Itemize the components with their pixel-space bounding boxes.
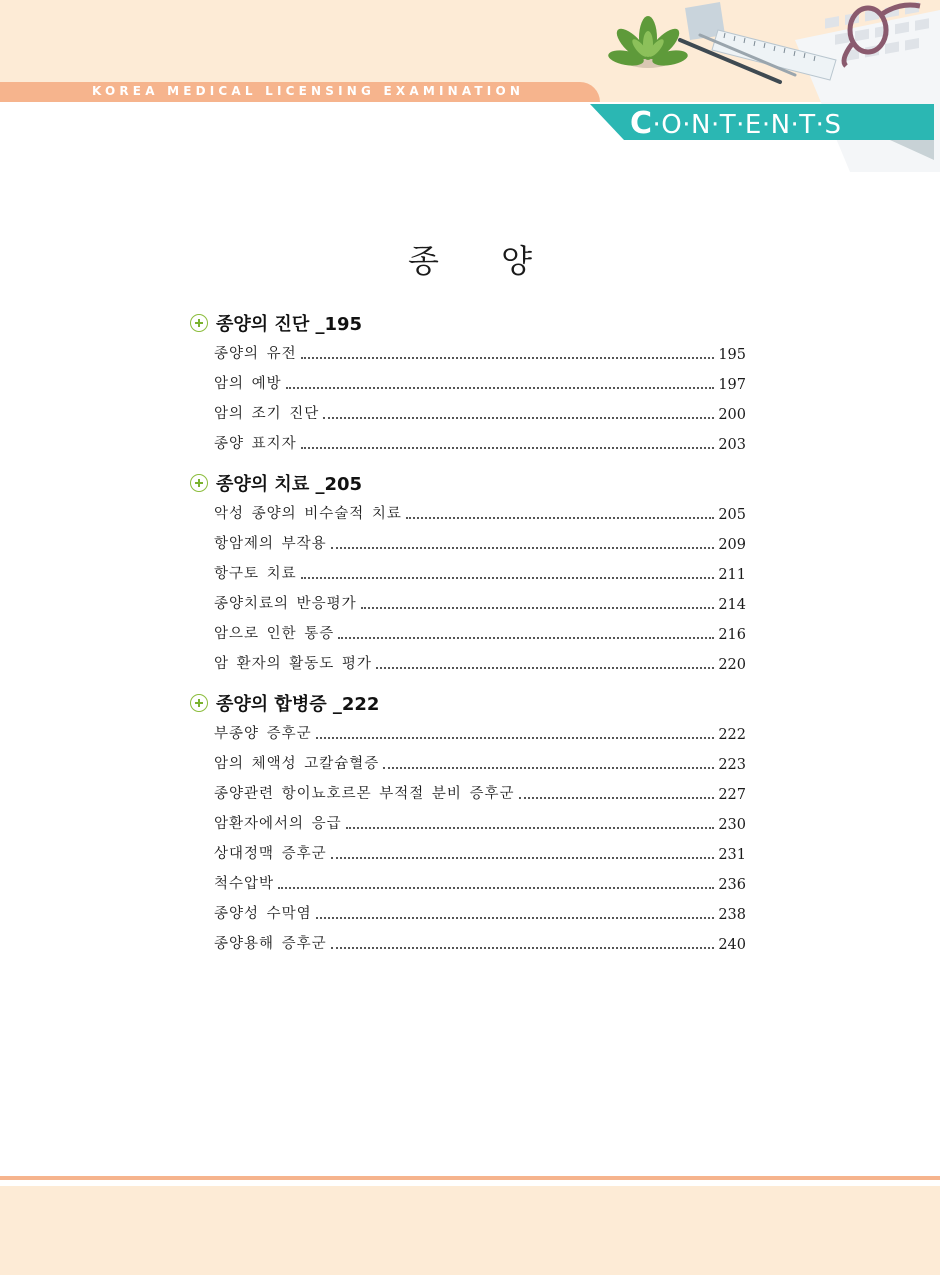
toc-entry-label: 상대정맥 증후군 xyxy=(214,846,327,862)
toc-entry[interactable] xyxy=(190,498,746,528)
dot-leader xyxy=(383,767,714,769)
dot-leader xyxy=(301,357,715,359)
toc-entry[interactable] xyxy=(190,368,746,398)
toc-entry[interactable] xyxy=(190,838,746,868)
toc-entry[interactable] xyxy=(190,718,746,748)
section-heading[interactable] xyxy=(190,468,746,498)
toc-entry-page: 203 xyxy=(718,437,746,453)
footer-background xyxy=(0,1186,940,1275)
toc-entry[interactable] xyxy=(190,928,746,958)
toc-entry-label: 종양성 수막염 xyxy=(214,906,312,922)
toc-entry[interactable] xyxy=(190,618,746,648)
dot-leader xyxy=(301,447,715,449)
toc-entry[interactable] xyxy=(190,748,746,778)
toc-entry-page: 240 xyxy=(718,937,746,953)
dot-leader xyxy=(331,857,715,859)
dot-leader xyxy=(278,887,714,889)
toc-entry-page: 231 xyxy=(718,847,746,863)
toc-section xyxy=(190,468,746,678)
dot-leader xyxy=(519,797,715,799)
toc-entry[interactable] xyxy=(190,778,746,808)
plus-circle-icon xyxy=(190,314,208,332)
toc-entry-label: 종양 표지자 xyxy=(214,436,297,452)
toc-entry-page: 197 xyxy=(718,377,746,393)
dot-leader xyxy=(338,637,714,639)
toc-entry-label: 암환자에서의 응급 xyxy=(214,816,342,832)
page-title: 종 양 xyxy=(408,242,558,280)
section-heading[interactable] xyxy=(190,308,746,338)
toc-entry[interactable] xyxy=(190,528,746,558)
desk-illustration xyxy=(590,0,940,172)
plus-circle-icon xyxy=(190,474,208,492)
toc-entry-label: 부종양 증후군 xyxy=(214,726,312,742)
toc-entry-label: 암의 조기 진단 xyxy=(214,406,320,422)
dot-leader xyxy=(376,667,714,669)
toc-entry-label: 암으로 인한 통증 xyxy=(214,626,335,642)
toc-entry[interactable] xyxy=(190,428,746,458)
toc-entry-label: 종양의 유전 xyxy=(214,346,297,362)
section-heading[interactable] xyxy=(190,688,746,718)
toc-entry-page: 220 xyxy=(718,657,746,673)
plus-circle-icon xyxy=(190,694,208,712)
toc-entry[interactable] xyxy=(190,338,746,368)
toc-entry-page: 200 xyxy=(718,407,746,423)
toc-entry-page: 205 xyxy=(718,507,746,523)
toc-entry[interactable] xyxy=(190,558,746,588)
toc-entry-label: 종양치료의 반응평가 xyxy=(214,596,357,612)
toc-entry-page: 209 xyxy=(718,537,746,553)
toc-entry-label: 척수압박 xyxy=(214,876,275,892)
toc-entry[interactable] xyxy=(190,398,746,428)
toc-entry-page: 230 xyxy=(718,817,746,833)
toc-entry-page: 223 xyxy=(718,757,746,773)
header-band-text: KOREA MEDICAL LICENSING EXAMINATION xyxy=(92,84,525,98)
toc-entry-page: 214 xyxy=(718,597,746,613)
toc-section xyxy=(190,308,746,458)
toc-entry-label: 암의 예방 xyxy=(214,376,282,392)
toc-entry-label: 암의 체액성 고칼슘혈증 xyxy=(214,756,380,772)
dot-leader xyxy=(346,827,715,829)
toc-entry[interactable] xyxy=(190,808,746,838)
dot-leader xyxy=(316,917,715,919)
table-of-contents xyxy=(190,308,746,968)
toc-entry-page: 236 xyxy=(718,877,746,893)
toc-entry-page: 222 xyxy=(718,727,746,743)
toc-entry[interactable] xyxy=(190,588,746,618)
toc-entry-page: 238 xyxy=(718,907,746,923)
contents-heading: C·O·N·T·E·N·T·S xyxy=(630,106,842,141)
toc-entry-page: 216 xyxy=(718,627,746,643)
toc-entry-page: 227 xyxy=(718,787,746,803)
toc-entry[interactable] xyxy=(190,898,746,928)
dot-leader xyxy=(323,417,714,419)
section-heading-text: 종양의 치료 _205 xyxy=(216,474,363,495)
toc-entry-label: 암 환자의 활동도 평가 xyxy=(214,656,372,672)
dot-leader xyxy=(331,547,715,549)
toc-entry-label: 종양관련 항이뇨호르몬 부적절 분비 증후군 xyxy=(214,786,515,802)
toc-entry-label: 항구토 치료 xyxy=(214,566,297,582)
dot-leader xyxy=(331,947,715,949)
dot-leader xyxy=(301,577,715,579)
dot-leader xyxy=(361,607,715,609)
succulent-plant-icon xyxy=(607,16,689,68)
section-heading-text: 종양의 합병증 _222 xyxy=(216,694,380,715)
section-heading-text: 종양의 진단 _195 xyxy=(216,314,363,335)
toc-entry-page: 211 xyxy=(718,567,746,583)
footer-line xyxy=(0,1176,940,1180)
toc-entry-label: 악성 종양의 비수술적 치료 xyxy=(214,506,402,522)
toc-entry[interactable] xyxy=(190,648,746,678)
toc-entry-label: 종양용해 증후군 xyxy=(214,936,327,952)
dot-leader xyxy=(316,737,715,739)
dot-leader xyxy=(406,517,714,519)
toc-section xyxy=(190,688,746,958)
toc-entry-label: 항암제의 부작용 xyxy=(214,536,327,552)
dot-leader xyxy=(286,387,715,389)
toc-entry-page: 195 xyxy=(718,347,746,363)
toc-entry[interactable] xyxy=(190,868,746,898)
